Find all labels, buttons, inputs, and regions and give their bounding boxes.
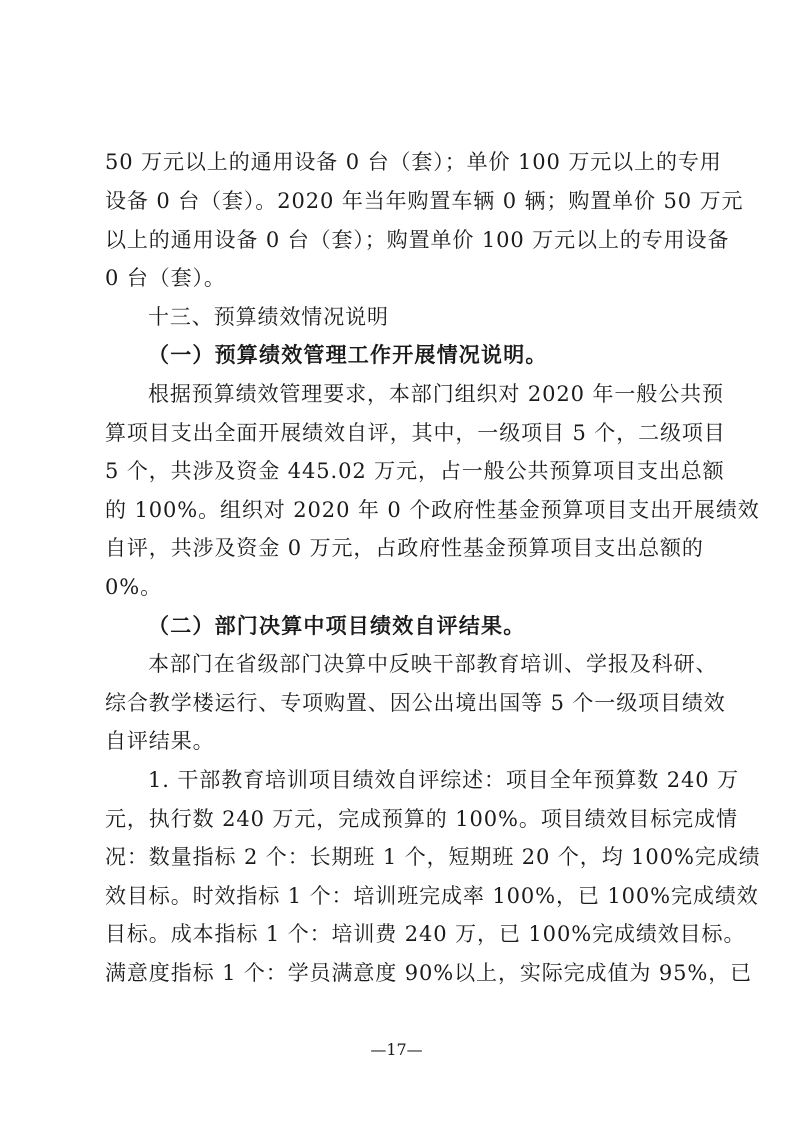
paragraph-line: 算项目支出全面开展绩效自评，其中，一级项目 5 个，二级项目 [105, 421, 726, 445]
paragraph-line: 本部门在省级部门决算中反映干部教育培训、学报及科研、 [148, 652, 718, 676]
paragraph-line: 50 万元以上的通用设备 0 台（套）；单价 100 万元以上的专用 [105, 150, 722, 174]
paragraph-line: 满意度指标 1 个：学员满意度 90%以上，实际完成值为 95%，已 [105, 961, 753, 985]
paragraph-line: 0 台（套）。 [105, 266, 226, 290]
paragraph-line: 以上的通用设备 0 台（套）；购置单价 100 万元以上的专用设备 [105, 228, 730, 252]
paragraph-line: 效目标。时效指标 1 个：培训班完成率 100%，已 100%完成绩效 [105, 884, 759, 908]
page-number: —17— [370, 1040, 423, 1059]
paragraph-line: 综合教学楼运行、专项购置、因公出境出国等 5 个一级项目绩效 [105, 691, 726, 715]
paragraph-line: 根据预算绩效管理要求，本部门组织对 2020 年一般公共预 [148, 382, 724, 406]
paragraph-line: 况：数量指标 2 个：长期班 1 个，短期班 20 个，均 100%完成绩 [105, 845, 761, 869]
paragraph-line: 自评，共涉及资金 0 万元，占政府性基金预算项目支出总额的 [105, 536, 704, 560]
section-heading: 十三、预算绩效情况说明 [148, 305, 389, 329]
paragraph-line: 0%。 [105, 575, 163, 599]
paragraph-line: 设备 0 台（套）。2020 年当年购置车辆 0 辆；购置单价 50 万元 [105, 189, 744, 213]
paragraph-line: 自评结果。 [105, 729, 215, 753]
paragraph-line: 元，执行数 240 万元，完成预算的 100%。项目绩效目标完成情 [105, 807, 738, 831]
paragraph-line: 1. 干部教育培训项目绩效自评综述：项目全年预算数 240 万 [148, 768, 740, 792]
subsection-heading: （二）部门决算中项目绩效自评结果。 [148, 614, 526, 638]
subsection-heading: （一）预算绩效管理工作开展情况说明。 [148, 343, 548, 367]
paragraph-line: 目标。成本指标 1 个：培训费 240 万，已 100%完成绩效目标。 [105, 922, 746, 946]
paragraph-line: 5 个，共涉及资金 445.02 万元，占一般公共预算项目支出总额 [105, 459, 725, 483]
paragraph-line: 的 100%。组织对 2020 年 0 个政府性基金预算项目支出开展绩效 [105, 498, 760, 522]
